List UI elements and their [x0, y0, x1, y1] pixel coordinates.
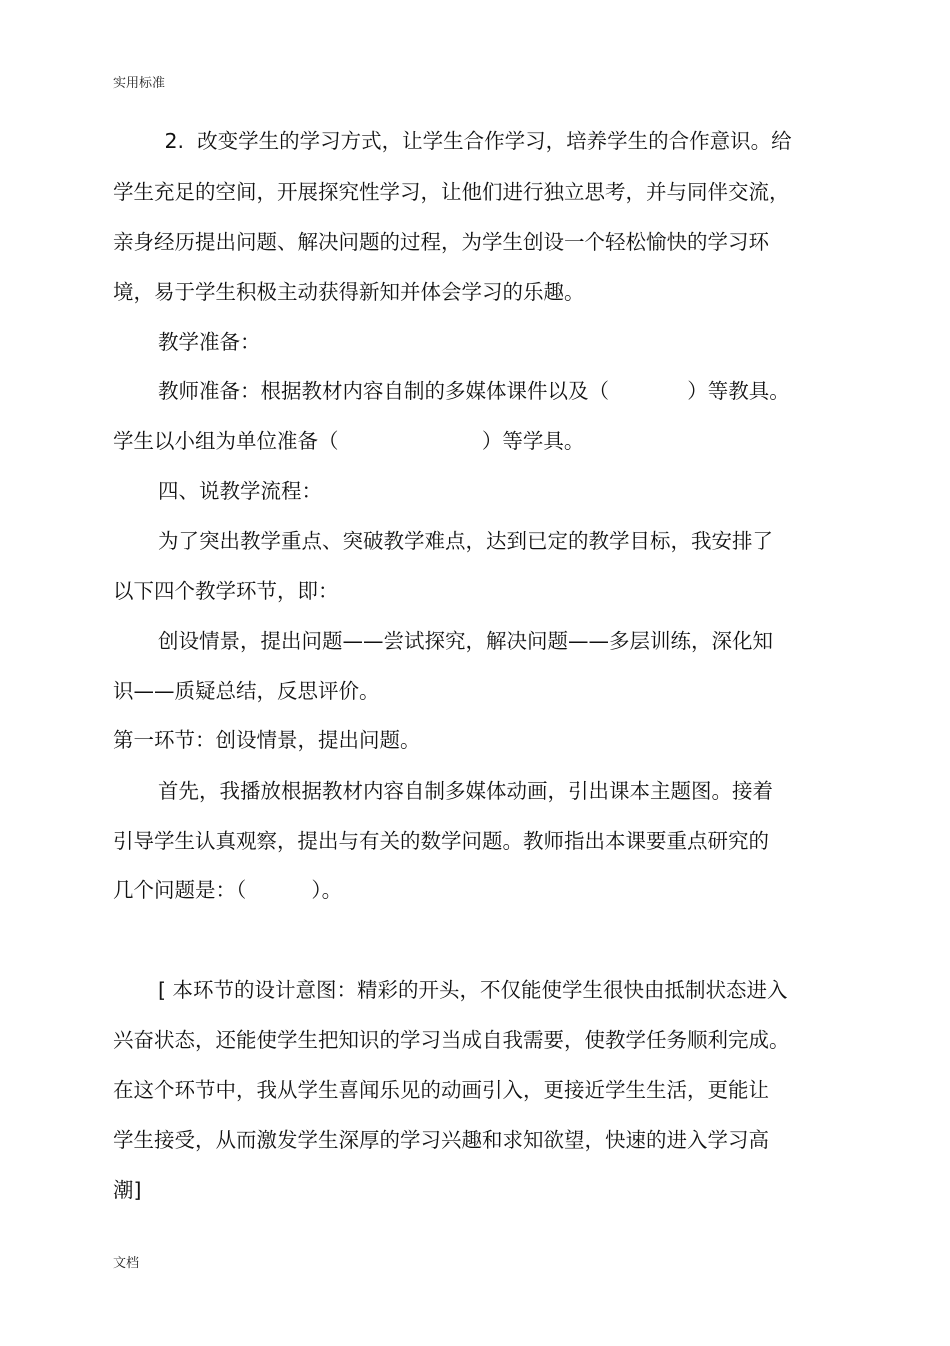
- paragraph-line: 教师准备：根据教材内容自制的多媒体课件以及（ ）等教具。: [158, 379, 790, 403]
- paragraph-line: 境，易于学生积极主动获得新知并体会学习的乐趣。: [113, 280, 585, 304]
- page-header: 实用标准: [113, 76, 166, 91]
- paragraph-line: 在这个环节中，我从学生喜闻乐见的动画引入，更接近学生生活，更能让: [113, 1078, 769, 1102]
- paragraph-line: 为了突出教学重点、突破教学难点，达到已定的教学目标，我安排了: [158, 529, 773, 553]
- paragraph-line: [ 本环节的设计意图：精彩的开头，不仅能使学生很快由抵制状态进入: [158, 978, 788, 1002]
- paragraph-line: 识——质疑总结，反思评价。: [113, 679, 380, 703]
- paragraph-line: 几个问题是：（ ）。: [113, 878, 343, 902]
- paragraph-line: 创设情景，提出问题——尝试探究，解决问题——多层训练，深化知: [158, 629, 773, 653]
- section-heading: 教学准备：: [158, 330, 261, 354]
- paragraph-line: 学生充足的空间，开展探究性学习，让他们进行独立思考，并与同伴交流，: [113, 180, 790, 204]
- paragraph-line: 兴奋状态，还能使学生把知识的学习当成自我需要，使教学任务顺利完成。: [113, 1028, 790, 1052]
- paragraph-line: 学生接受，从而激发学生深厚的学习兴趣和求知欲望，快速的进入学习高: [113, 1128, 769, 1152]
- page-footer: 文档: [113, 1256, 140, 1271]
- paragraph-line: 2. 改变学生的学习方式，让学生合作学习，培养学生的合作意识。给: [158, 129, 792, 153]
- paragraph-line: 首先，我播放根据教材内容自制多媒体动画，引出课本主题图。接着: [158, 779, 773, 803]
- paragraph-line: 潮]: [113, 1178, 142, 1202]
- section-heading: 四、说教学流程：: [158, 479, 322, 503]
- section-heading: 第一环节：创设情景，提出问题。: [113, 728, 421, 752]
- paragraph-line: 亲身经历提出问题、解决问题的过程，为学生创设一个轻松愉快的学习环: [113, 230, 769, 254]
- paragraph-line: 引导学生认真观察，提出与有关的数学问题。教师指出本课要重点研究的: [113, 829, 769, 853]
- paragraph-line: 以下四个教学环节，即：: [113, 579, 339, 603]
- paragraph-line: 学生以小组为单位准备（ ）等学具。: [113, 429, 585, 453]
